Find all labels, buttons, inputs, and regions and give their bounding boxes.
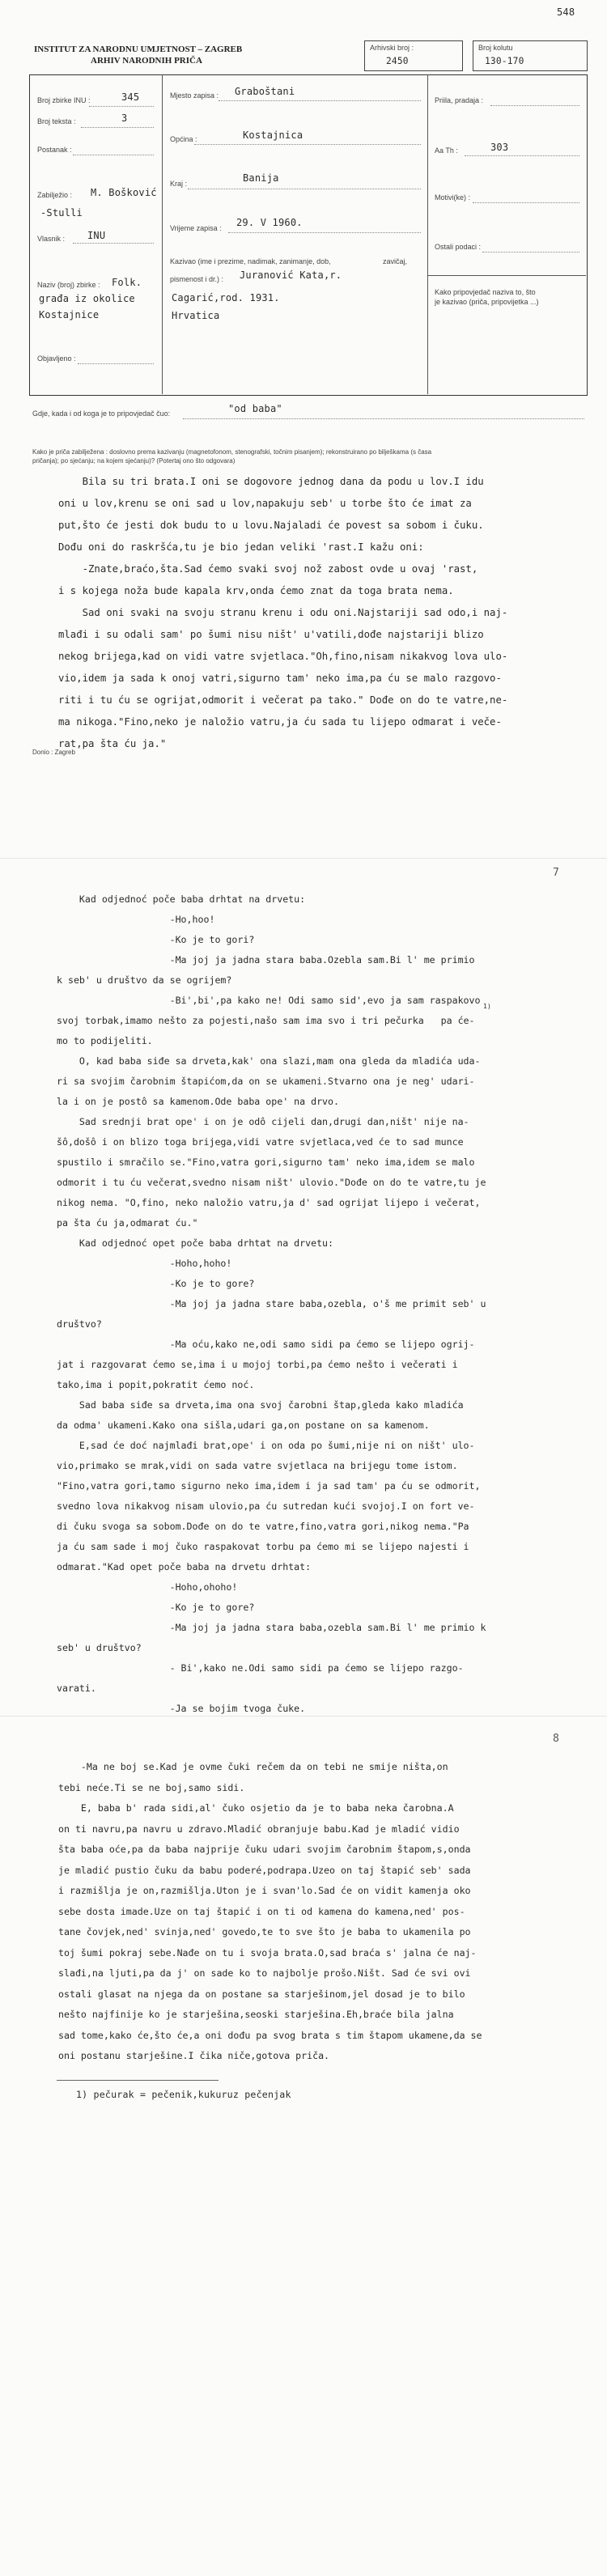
story-line: put,što će jesti dok budu to u lovu.Najaladi će povest sa sobom i čuku. <box>58 520 484 531</box>
gdje-label: Gdje, kada i od koga je to pripovjedač čuo: <box>32 410 171 418</box>
story-line: tebi neće.Ti se ne boj,samo sidi. <box>58 1781 245 1793</box>
story-line: ri sa svojim čarobnim štapićom,da on se ukameni.Stvarno ona je neg' udari- <box>57 1076 475 1087</box>
broj-kolutu-range: 130-170 <box>485 56 524 66</box>
story-line: -Ma oću,kako ne,odi samo sidi pa ćemo se lijepo ogrij- <box>57 1339 475 1350</box>
footnote-text: 1) pečurak = pečenik,kukuruz pečenjak <box>76 2089 291 2100</box>
story-line: -Ho,hoo! <box>57 914 215 925</box>
postanak-label: Postanak : <box>37 146 72 154</box>
story-line: pa šta ću ja,odmarat ću." <box>57 1217 198 1229</box>
footnote-mark: 1) <box>483 1003 492 1010</box>
aa-th-value: 303 <box>490 142 509 153</box>
donio-label: Donio : Zagreb <box>32 749 75 756</box>
vrijeme-zapisa-value: 29. V 1960. <box>236 217 303 228</box>
archive-title: ARHIV NARODNIH PRIČA <box>91 56 202 66</box>
opcina-label: Općina : <box>170 135 197 143</box>
divider-left <box>162 74 163 394</box>
arhivski-broj-value: 2450 <box>386 56 409 66</box>
vrijeme-zapisa-label: Vrijeme zapisa : <box>170 224 222 232</box>
story-line: -Ko je to gore? <box>57 1278 255 1289</box>
footnote-rule <box>57 2080 219 2081</box>
vlasnik-label: Vlasnik : <box>37 235 66 243</box>
story-line: riti i tu ću se ogrijat,odmorit i večerat pa tako." Dođe on do te vatre,ne- <box>58 694 508 706</box>
kazivac-value-1: Juranović Kata,r. <box>240 269 342 281</box>
kraj-value: Banija <box>243 172 279 184</box>
pripovjedac-label-2: je kazivao (priča, pripovijetka ...) <box>435 298 539 306</box>
story-text-page3 <box>58 1757 576 2067</box>
mjesto-zapisa-value: Graboštani <box>235 86 295 97</box>
vlasnik-value: INU <box>87 230 106 241</box>
pripovjedac-value: "od baba" <box>228 403 282 414</box>
story-line: -Ma joj ja jadna stare baba,ozebla, o'š me primit seb' u <box>57 1298 486 1309</box>
story-line: toj šumi pokraj sebe.Nađe on tu i svoja brata.O,sad braća s' jalna će naj- <box>58 1946 477 1959</box>
broj-kolutu-box <box>473 40 588 71</box>
story-text-page2 <box>57 889 583 1719</box>
story-line: slađi,na ljuti,pa da j' on sade ko to najbolje prošo.Ništ. Sad će svi ovi <box>58 1967 471 1979</box>
page-number: 8 <box>553 1733 559 1745</box>
arhivski-broj-box <box>364 40 463 71</box>
story-line: "Fino,vatra gori,tamo sigurno neko ima,idem i ja sad tam' pa ću se odmorit, <box>57 1480 481 1492</box>
story-line: šta baba oće,pa da baba najprije čuku udari svojim čarobnim štapom,s,onda <box>58 1844 471 1855</box>
aa-th-label: Aa Th : <box>435 146 458 155</box>
kako-note-1: Kako je priča zabilježena : doslovno prema kazivanju (magnetofonom, stenografski, točnim pisanjem); rekonstruirano po bilješkama (s časa <box>32 448 432 456</box>
story-line: k seb' u društvo da se ogrijem? <box>57 974 232 986</box>
story-line: Sad baba siđe sa drveta,ima ona svoj čarobni štap,gleda kako mladića <box>57 1399 464 1411</box>
story-line: šô,došô i on blizo toga brijega,vidi vatre svjetlaca,ved će to sad munce <box>57 1136 464 1148</box>
pripovjedac-label-1: Kako pripovjedač naziva to, što <box>435 288 536 296</box>
naziv-zbirke-value-1: Folk. <box>112 277 142 288</box>
story-line: sad tome,kako će,što će,a oni dođu pa svog brata s tim štapom ukamene,da se <box>58 2029 482 2041</box>
story-line: Bila su tri brata.I oni se dogovore jednog dana da podu u lov.I idu <box>58 476 484 487</box>
story-line: jat i razgovarat ćemo se,ima i u mojoj torbi,pa ćemo nešto i večerati i <box>57 1359 458 1370</box>
story-line: je mladić pustio čuku da babu poderé,podrapa.Uzeo on taj štapić seb' sada <box>58 1864 471 1876</box>
story-line: društvo? <box>57 1318 102 1330</box>
story-page-3 <box>0 1716 607 2576</box>
story-line: vio,idem ja sada k onoj vatri,sigurno tam' neko ima,pa ću se malo razgovo- <box>58 673 502 684</box>
story-line: vio,primako se mrak,vidi on sada vatre svjetlaca na brijegu tome istom. <box>57 1460 458 1471</box>
story-line: Dođu oni do raskršća,tu je bio jedan veliki 'rast.I kažu oni: <box>58 541 424 553</box>
story-line: varati. <box>57 1683 96 1694</box>
story-line: Sad oni svaki na svoju stranu krenu i odu oni.Najstariji sad odo,i naj- <box>58 607 508 618</box>
prila-label: Priila, pradaja : <box>435 96 484 104</box>
story-line: O, kad baba siđe sa drveta,kak' ona slazi,mam ona gleda da mladića uda- <box>57 1055 481 1067</box>
story-line: E, baba b' rada sidi,al' čuko osjetio da je to baba neka čarobna.A <box>58 1802 454 1814</box>
story-line: Sad srednji brat ope' i on je odô cijeli dan,drugi dan,ništ' nije na- <box>57 1116 469 1127</box>
zabiljezio-value-1: M. Bošković <box>91 187 157 198</box>
story-line: i s kojega noža bude kapala krv,onda ćemo znat da toga brata nema. <box>58 585 454 596</box>
story-line: mlađi i su odali sam' po šumi nisu ništ' u'vatili,dođe najstariji blizo <box>58 629 484 640</box>
ostali-label: Ostali podaci : <box>435 243 482 251</box>
arhivski-broj-label: Arhivski broj : <box>370 44 414 52</box>
story-line: Kad odjednoć poče baba drhtat na drvetu: <box>57 893 306 905</box>
story-line: la i on je postô sa kamenom.Ode baba ope' na drvo. <box>57 1096 340 1107</box>
story-text-page1 <box>58 471 576 755</box>
opcina-value: Kostajnica <box>243 129 304 141</box>
broj-zbirke-value: 345 <box>121 91 140 103</box>
story-line: E,sad će doć najmlađi brat,ope' i on oda po šumi,nije ni on ništ' ulo- <box>57 1440 475 1451</box>
story-line: ostali glasat na njega da on postane sa starješinom,jel dosad je to bilo <box>58 1988 465 2000</box>
kazivac-value-2: Cagarić,rod. 1931. <box>172 292 280 303</box>
kraj-label: Kraj : <box>170 180 188 188</box>
story-line: -Ko je to gori? <box>57 934 255 945</box>
objavljeno-label: Objavljeno : <box>37 354 76 363</box>
broj-teksta-value: 3 <box>121 112 128 124</box>
story-line: -Bi',bi',pa kako ne! Odi samo sid',evo ja sam raspakovo <box>57 995 481 1006</box>
story-line: nikog nema. "O,fino, neko naložio vatru,ja d' sad ogrijat lijepo i večerat, <box>57 1197 481 1208</box>
kazivac-label-3: pismenost i dr.) : <box>170 275 224 283</box>
story-line: i razmišlja je on,razmišlja.Uton je i svan'lo.Sad će on vidit kamenja oko <box>58 1885 471 1896</box>
form-page <box>0 0 607 858</box>
mjesto-zapisa-label: Mjesto zapisa : <box>170 91 219 100</box>
folio-number: 548 <box>557 6 575 18</box>
institute-title: INSTITUT ZA NARODNU UMJETNOST – ZAGREB <box>34 45 243 54</box>
story-line: odmorit i tu ću večerat,svedno nisam ništ' ulovio."Dođe on do te vatre,tu je <box>57 1177 486 1188</box>
story-line: -Ma ne boj se.Kad je ovme čuki rečem da on tebi ne smije ništa,on <box>58 1761 448 1772</box>
kazivac-label-1: Kazivao (ime i prezime, nadimak, zanimanje, dob, <box>170 257 331 265</box>
divider-right <box>427 74 428 394</box>
story-line: -Hoho,hoho! <box>57 1258 232 1269</box>
story-line: tako,ima i popit,pokratit ćemo noć. <box>57 1379 255 1390</box>
story-line: ma nikoga."Fino,neko je naložio vatru,ja ću sada tu lijepo odmarat i veče- <box>58 716 502 728</box>
naziv-zbirke-value-2: građa iz okolice <box>39 293 135 304</box>
story-line: sebe dosta imade.Uze on taj štapić i on ti od kamena do kamena,ned' pos- <box>58 1905 465 1917</box>
story-line: Kad odjednoć opet poče baba drhtat na drvetu: <box>57 1237 334 1249</box>
form-frame <box>29 74 588 396</box>
story-line: spustilo i smračilo se."Fino,vatra gori,sigurno tam' neko ima,idem se malo <box>57 1156 475 1168</box>
story-page-2 <box>0 858 607 1717</box>
broj-kolutu-label: Broj kolutu <box>478 44 513 52</box>
story-line: nekog brijega,kad on vidi vatre svjetlaca."Oh,fino,nisam nikakvog lova ulo- <box>58 651 508 662</box>
story-line: - Bi',kako ne.Odi samo sidi pa ćemo se lijepo razgo- <box>57 1662 464 1674</box>
kazivac-value-3: Hrvatica <box>172 310 220 321</box>
broj-zbirke-label: Broj zbirke INU : <box>37 96 91 104</box>
story-line: -Ma joj ja jadna stara baba,ozebla sam.Bi l' me primio k <box>57 1622 486 1633</box>
story-line: tane čovjek,ned' svinja,ned' govedo,te to sve što je baba to ukamenila po <box>58 1926 471 1937</box>
zabiljezio-value-2: -Stulli <box>40 207 83 219</box>
story-line: on ti navru,pa navru u zdravo.Mladić obranjuje babu.Kad je mladić vidio <box>58 1823 460 1835</box>
story-line: mo to podijeliti. <box>57 1035 153 1046</box>
story-line: -Ja se bojim tvoga čuke. <box>57 1703 306 1714</box>
broj-teksta-label: Broj teksta : <box>37 117 76 125</box>
story-line: svoj torbak,imamo nešto za pojesti,našo sam ima svo i tri pečurka pa će- <box>57 1015 475 1026</box>
story-line: -Znate,braćo,šta.Sad ćemo svaki svoj nož zabost ovde u ovaj 'rast, <box>58 563 478 575</box>
story-line: -Ko je to gore? <box>57 1602 255 1613</box>
story-line: nešto najfinije ko je starješina,seoski starješina.Eh,braće bila jalna <box>58 2009 454 2020</box>
story-line: ja ću sam sade i moj čuko raspakovat torbu pa ćemo mi se lijepo najesti i <box>57 1541 469 1552</box>
story-line: rat,pa šta ću ja." <box>58 738 167 749</box>
naziv-zbirke-value-3: Kostajnice <box>39 309 100 320</box>
story-line: oni u lov,krenu se oni sad u lov,napakuju seb' u torbe što će imat za <box>58 498 472 509</box>
story-line: oni postanu starješine.I čika niče,gotova priča. <box>58 2050 330 2061</box>
story-line: svedno lova nikakvog nisam ulovio,pa ću sutredan kući svojoj.I on fort ve- <box>57 1500 475 1512</box>
story-line: seb' u društvo? <box>57 1642 142 1653</box>
motivi-label: Motivi(ke) : <box>435 193 471 202</box>
naziv-zbirke-label: Naziv (broj) zbirke : <box>37 281 100 289</box>
story-line: da odma' ukameni.Kako ona sišla,udari ga,on postane on sa kamenom. <box>57 1420 430 1431</box>
story-line: di čuku svoga sa sobom.Dođe on do te vatre,fino,vatra gori,nikog nema."Pa <box>57 1521 469 1532</box>
story-line: odmarat."Kad opet poče baba na drvetu drhtat: <box>57 1561 312 1572</box>
page-number: 7 <box>553 867 559 879</box>
kazivac-label-2: zavičaj, <box>383 257 408 265</box>
kako-note-2: pričanja); po sjećanju; na kojem sjećanju)? (Potertaj ono što odgovara) <box>32 457 236 465</box>
story-line: -Hoho,ohoho! <box>57 1581 238 1593</box>
story-line: -Ma joj ja jadna stara baba.Ozebla sam.Bi l' me primio <box>57 954 475 965</box>
zabiljezio-label: Zabilježio : <box>37 191 73 199</box>
